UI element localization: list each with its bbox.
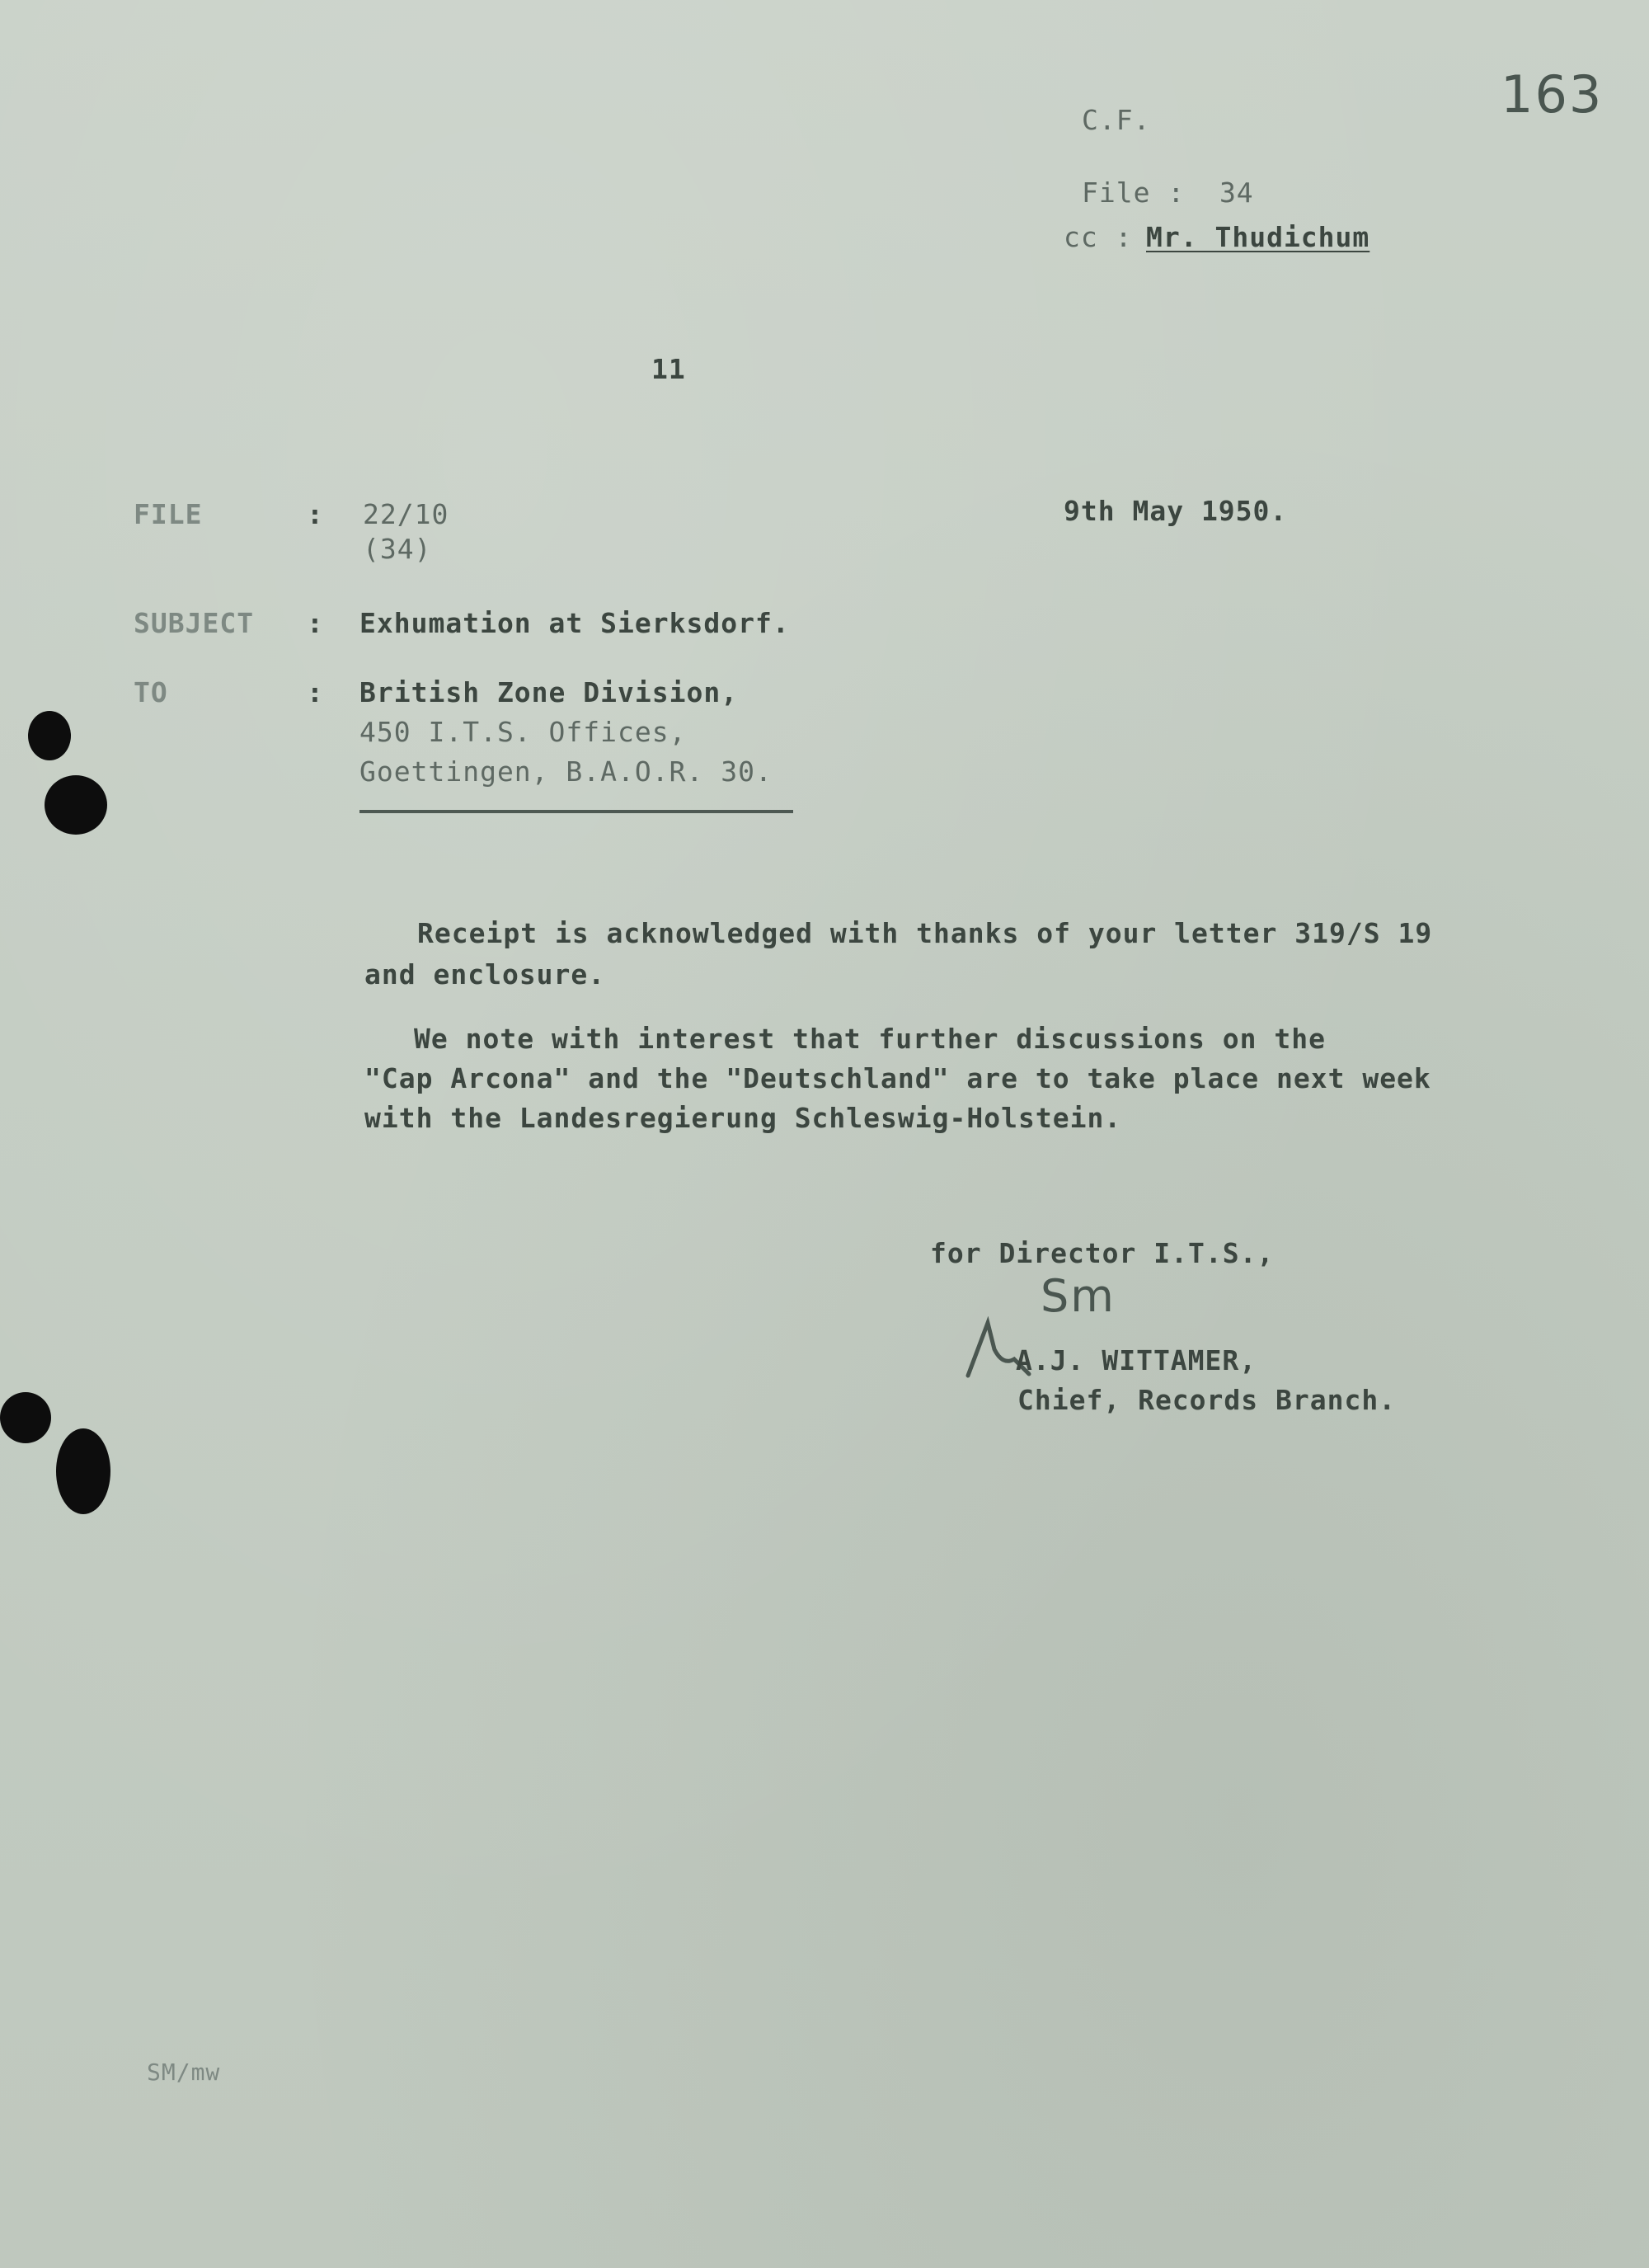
body-paragraph-1-line-1: Receipt is acknowledged with thanks of your letter 319/S 19 <box>417 917 1433 949</box>
to-colon: : <box>307 676 324 708</box>
signatory-title: Chief, Records Branch. <box>1017 1384 1397 1416</box>
for-director-line: for Director I.T.S., <box>930 1237 1275 1269</box>
body-paragraph-2-line-2: "Cap Arcona" and the "Deutschland" are to take place next week <box>364 1062 1431 1094</box>
body-paragraph-1-line-2: and enclosure. <box>364 958 606 990</box>
body-paragraph-2-line-3: with the Landesregierung Schleswig-Holstein. <box>364 1102 1122 1134</box>
cf-mark: C.F. <box>1082 104 1151 136</box>
subject-colon: : <box>307 607 324 639</box>
to-address-line-1: British Zone Division, <box>359 676 739 708</box>
cc-prefix: cc : <box>1064 221 1133 253</box>
page-number: 163 <box>1501 64 1604 125</box>
to-label: TO <box>134 676 168 708</box>
body-paragraph-2-line-1: We note with interest that further discussions on the <box>414 1023 1326 1055</box>
to-address-line-2: 450 I.T.S. Offices, <box>359 716 687 748</box>
punch-hole-bottom-right <box>56 1428 110 1514</box>
to-address-line-3: Goettingen, B.A.O.R. 30. <box>359 755 773 788</box>
file-sub-value: (34) <box>363 533 432 565</box>
file-reference: File : 34 <box>1082 176 1254 209</box>
file-label: FILE <box>134 498 203 530</box>
reference-initials: SM/mw <box>147 2059 221 2086</box>
file-value: 22/10 <box>363 498 449 530</box>
letter-date: 9th May 1950. <box>1064 495 1288 527</box>
signatory-name: A.J. WITTAMER, <box>1016 1344 1257 1376</box>
punch-hole-top-lower <box>45 775 107 835</box>
subject-label: SUBJECT <box>134 607 255 639</box>
copy-number: 11 <box>651 353 686 385</box>
punch-hole-top-upper <box>28 711 71 760</box>
handwritten-initials: Sm <box>1041 1270 1116 1322</box>
address-underline <box>359 810 793 813</box>
cc-recipient: Mr. Thudichum <box>1146 221 1370 253</box>
subject-value: Exhumation at Sierksdorf. <box>359 607 790 639</box>
punch-hole-bottom-left <box>0 1392 51 1443</box>
file-colon: : <box>307 498 324 530</box>
